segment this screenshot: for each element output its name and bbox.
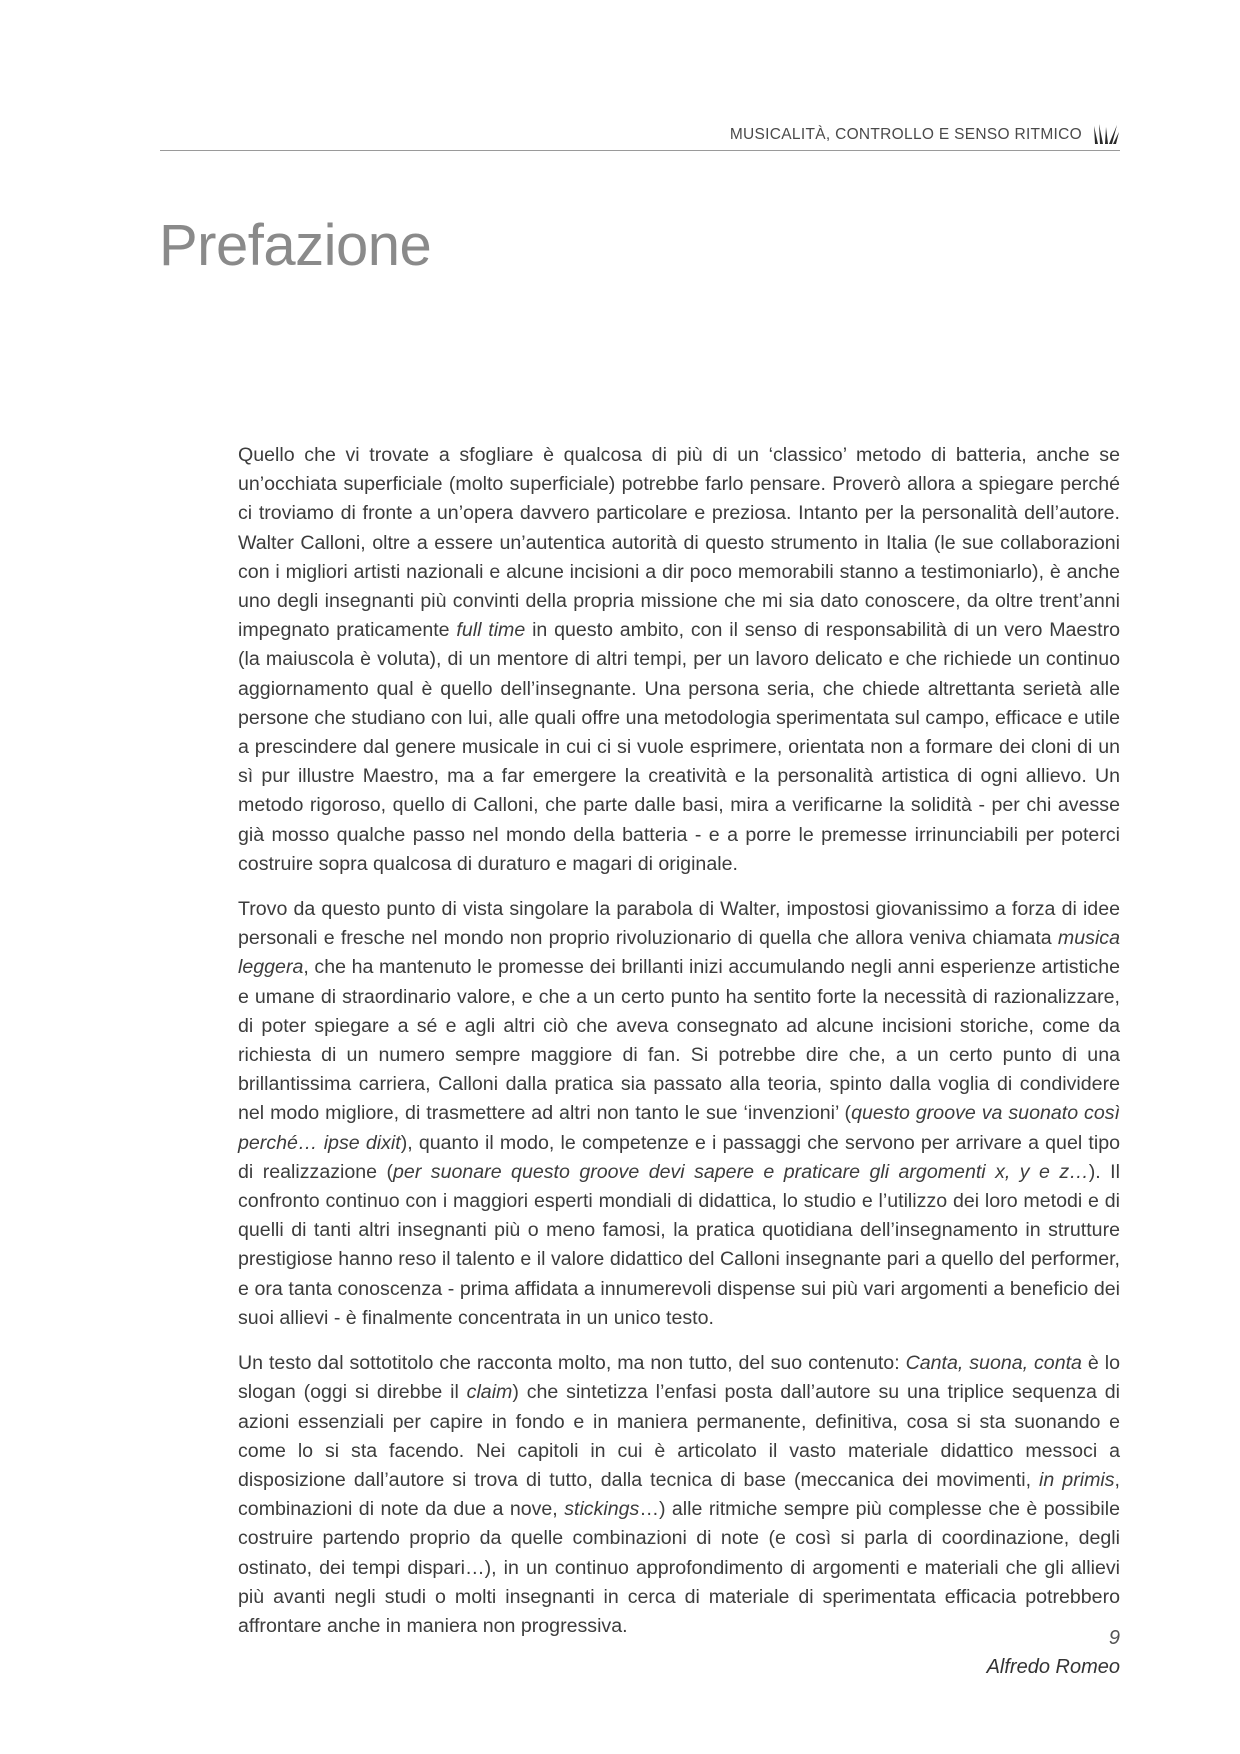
- text-segment: è lo slogan (oggi si direbbe il: [238, 1352, 1120, 1404]
- text-segment: ), quanto il modo, le competenze e i passaggi che servono per arrivare a quel tipo di realizzazione (: [238, 1131, 1120, 1183]
- preface-body: [238, 441, 1120, 1682]
- italic-text-segment: per suonare questo groove devi sapere e praticare gli argomenti x, y e z…: [393, 1160, 1089, 1183]
- text-segment: …) alle ritmiche sempre più complesse che è possibile costruire partendo proprio da quelle combinazioni di note (e così si parla di coordinazione, degli ostinato, dei tempi dispari…), in un continuo approfondimento di argomenti e materiali che gli allievi più avanti negli studi o molti insegnanti in cerca di materiale di sperimentata efficacia potrebbero affrontare anche in maniera non progressiva.: [238, 1498, 1120, 1637]
- text-segment: , che ha mantenuto le promesse dei brillanti inizi accumulando negli anni esperienze artistiche e umane di straordinario valore, e che a un certo punto ha sentito forte la necessità di razionalizzare, di poter spiegare a sé e agli altri ciò che aveva consegnato ad alcune incisioni storiche, come da richiesta di un numero sempre maggiore di fan. Si potrebbe dire che, a un certo punto di una brillantissima carriera, Calloni dalla pratica sia passato alla teoria, spinto dalla voglia di condividere nel modo migliore, di trasmettere ad altri non tanto le sue ‘invenzioni’ (: [238, 956, 1120, 1125]
- paragraph: [238, 1349, 1120, 1641]
- wheat-logo-icon: [1092, 122, 1120, 146]
- italic-text-segment: musica leggera: [238, 927, 1120, 979]
- text-segment: ). Il confronto continuo con i maggiori esperti mondiali di didattica, lo studio e l’utilizzo dei loro metodi e di quelli di tanti altri insegnanti più o meno famosi, la pratica quotidiana dell’insegnamento in strutture prestigiose hanno reso il talento e il valore didattico del Calloni insegnante pari a quello del performer, e ora tanta conoscenza - prima affidata a innumerevoli dispense sui più vari argomenti a beneficio dei suoi allievi - è finalmente concentrata in un unico testo.: [238, 1160, 1120, 1329]
- italic-text-segment: in primis: [1039, 1468, 1115, 1491]
- text-segment: Quello che vi trovate a sfogliare è qualcosa di più di un ‘classico’ metodo di batteria, anche se un’occhiata superficiale (molto superficiale) potrebbe farlo pensare. Proverò allora a spiegare perché ci troviamo di fronte a un’opera davvero particolare e preziosa. Intanto per la personalità dell’autore. Walter Calloni, oltre a essere un’autentica autorità di questo strumento in Italia (le sue collaborazioni con i migliori artisti nazionali e alcune incisioni a dir poco memorabili stanno a testimoniarlo), è anche uno degli insegnanti più convinti della propria missione che mi sia dato conoscere, da oltre trent’anni impegnato praticamente: [238, 444, 1120, 642]
- italic-text-segment: Canta, suona, conta: [905, 1352, 1082, 1375]
- paragraph: [238, 895, 1120, 1333]
- text-segment: Trovo da questo punto di vista singolare la parabola di Walter, impostosi giovanissimo a forza di idee personali e fresche nel mondo non proprio rivoluzionario di quella che allora veniva chiamata: [238, 898, 1120, 950]
- italic-text-segment: full time: [456, 619, 526, 642]
- paragraph: [238, 441, 1120, 879]
- italic-text-segment: claim: [466, 1381, 513, 1404]
- italic-text-segment: questo groove va suonato così perché… ipse dixit: [238, 1102, 1120, 1154]
- text-segment: in questo ambito, con il senso di responsabilità di un vero Maestro (la maiuscola è voluta), di un mentore di altri tempi, per un lavoro delicato e che richiede un continuo aggiornamento qual è quello dell’insegnante. Una persona seria, che chiede altrettanta serietà alle persone che studiano con lui, alle quali offre una metodologia sperimentata sul campo, efficace e utile a prescindere dal genere musicale in cui ci si vuole esprimere, orientata non a formare dei cloni di un sì pur illustre Maestro, ma a far emergere la creatività e la personalità artistica di ogni allievo. Un metodo rigoroso, quello di Calloni, che parte dalle basi, mira a verificarne la solidità - per chi avesse già mosso qualche passo nel mondo della batteria - e a porre le premesse irrinunciabili per poterci costruire sopra qualcosa di duraturo e magari di originale.: [238, 619, 1120, 875]
- italic-text-segment: stickings: [564, 1498, 640, 1521]
- page-number: 9: [1108, 1627, 1120, 1649]
- chapter-title: Prefazione: [159, 213, 432, 278]
- running-title: MUSICALITÀ, CONTROLLO E SENSO RITMICO: [729, 126, 1082, 143]
- running-header: [160, 118, 1120, 151]
- text-segment: , combinazioni di note da due a nove,: [238, 1468, 1120, 1521]
- author-signature: Alfredo Romeo: [986, 1656, 1120, 1679]
- text-segment: ) che sintetizza l’enfasi posta dall’autore su una triplice sequenza di azioni essenziali per capire in fondo e in maniera permanente, definitiva, cosa si sta suonando e come lo si sta facendo. Nei capitoli in cui è articolato il vasto materiale didattico messoci a disposizione dall’autore si trova di tutto, dalla tecnica di base (meccanica dei movimenti,: [238, 1381, 1120, 1491]
- text-segment: Un testo dal sottotitolo che racconta molto, ma non tutto, del suo contenuto:: [238, 1352, 906, 1375]
